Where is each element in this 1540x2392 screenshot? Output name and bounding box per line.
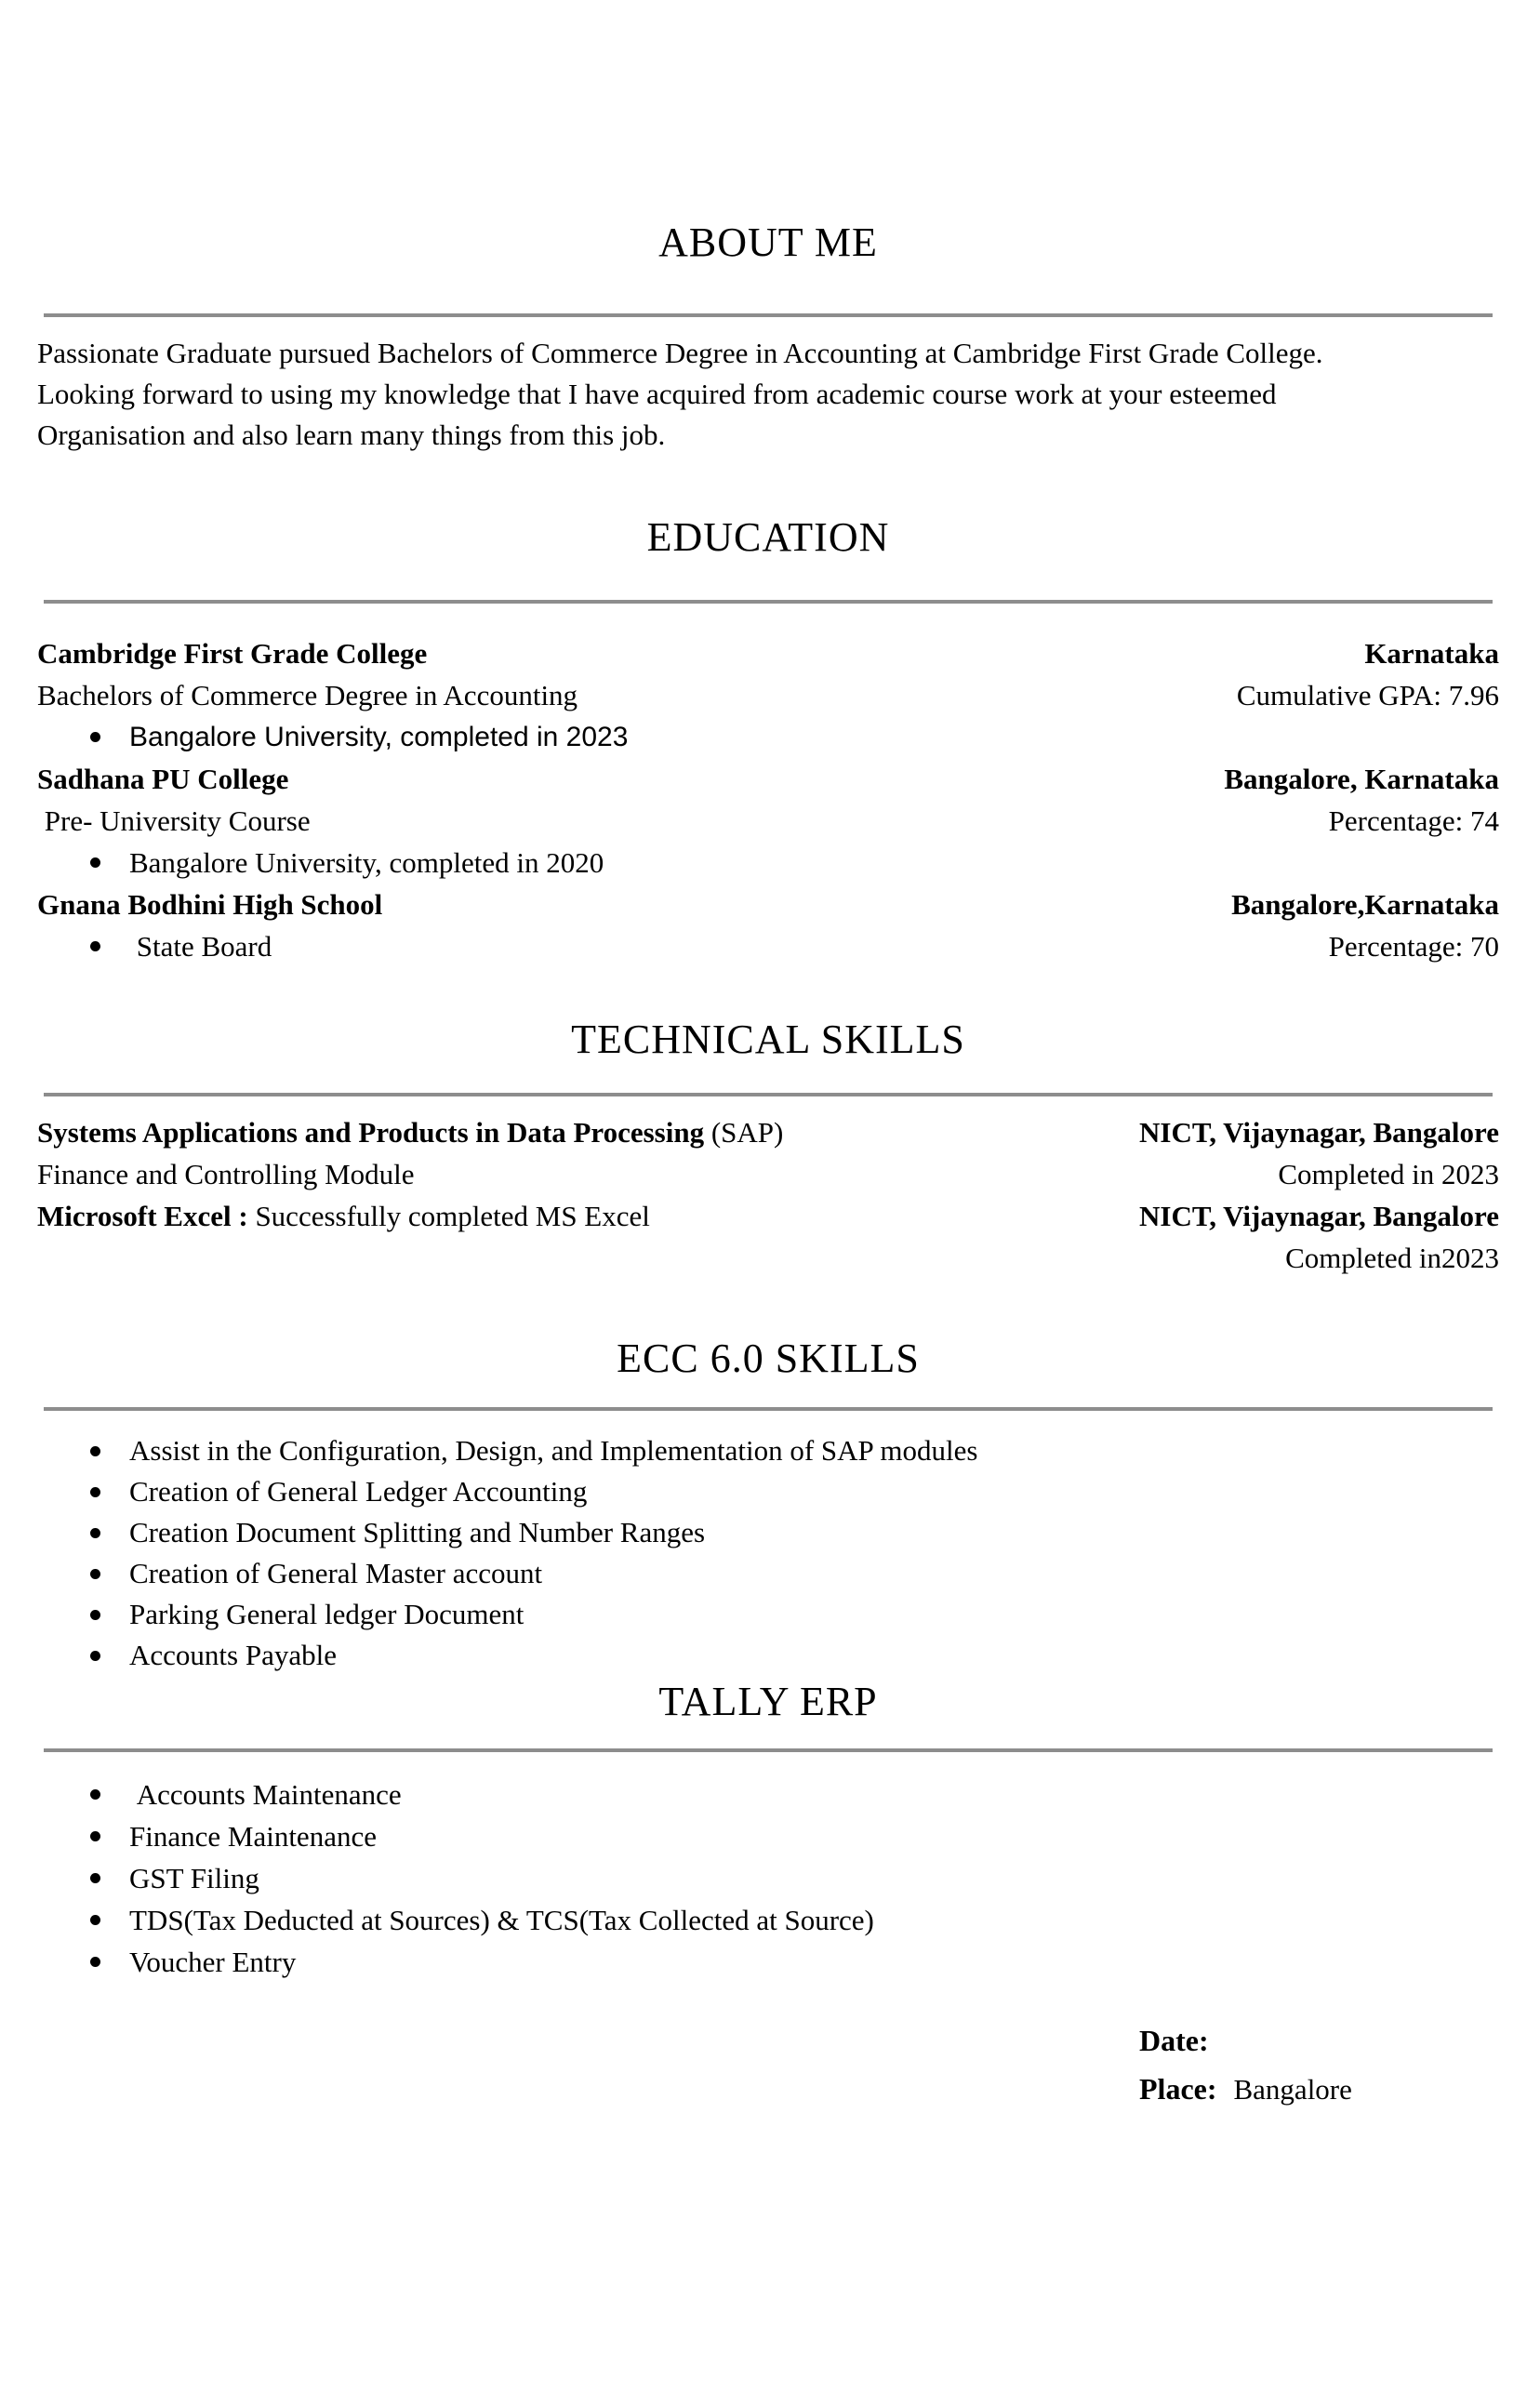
paragraph-line: Looking forward to using my knowledge that I have acquired from academic course work at your esteemed bbox=[37, 378, 1277, 410]
bullet-icon bbox=[90, 857, 100, 868]
list-item bbox=[37, 1471, 1499, 1512]
footer-date-row bbox=[1139, 2016, 1499, 2065]
ecc-section-title: ECC 6.0 SKILLS bbox=[617, 1336, 920, 1381]
skill-name-bold: Systems Applications and Products in Data Processing bbox=[37, 1115, 705, 1149]
technical-row bbox=[37, 1111, 1499, 1153]
footer-place-row bbox=[1139, 2065, 1499, 2114]
bullet-icon bbox=[90, 1446, 100, 1456]
tally-skill-list bbox=[37, 1774, 1499, 1983]
school-location: Karnataka bbox=[1364, 636, 1499, 670]
technical-row bbox=[37, 1153, 1499, 1195]
bullet-text: State Board bbox=[129, 929, 272, 963]
school-name: Sadhana PU College bbox=[37, 762, 289, 795]
skill-item: Assist in the Configuration, Design, and Implementation of SAP modules bbox=[129, 1434, 978, 1467]
list-item bbox=[37, 1635, 1499, 1676]
degree: Bachelors of Commerce Degree in Accounting bbox=[37, 678, 578, 711]
about-paragraph bbox=[37, 333, 1499, 456]
institute: NICT, Vijaynagar, Bangalore bbox=[1139, 1115, 1499, 1149]
list-item bbox=[37, 1941, 1499, 1983]
skill-name-regular: Successfully completed MS Excel bbox=[247, 1199, 650, 1232]
technical-row bbox=[37, 1195, 1499, 1237]
degree: Pre- University Course bbox=[37, 804, 311, 837]
score: Cumulative GPA: 7.96 bbox=[1236, 678, 1499, 711]
section-divider bbox=[44, 1407, 1493, 1411]
resume-page bbox=[0, 217, 1540, 2114]
skill-name-bold: Microsoft Excel : bbox=[37, 1199, 248, 1232]
technical-row bbox=[37, 1237, 1499, 1279]
education-entry-row bbox=[37, 758, 1499, 800]
skill-item: Creation of General Ledger Accounting bbox=[129, 1475, 588, 1508]
school-name: Gnana Bodhini High School bbox=[37, 887, 383, 921]
skill-name bbox=[37, 1116, 783, 1149]
list-item bbox=[37, 1815, 1499, 1857]
education-section-title: EDUCATION bbox=[646, 514, 890, 560]
completion: Completed in2023 bbox=[1285, 1241, 1499, 1274]
skill-item: TDS(Tax Deducted at Sources) & TCS(Tax Collected at Source) bbox=[129, 1903, 874, 1936]
bullet-icon bbox=[90, 1651, 100, 1661]
score: Percentage: 70 bbox=[1328, 929, 1499, 963]
education-entry-row bbox=[37, 800, 1499, 842]
list-item bbox=[37, 1774, 1499, 1815]
skill-detail: Finance and Controlling Module bbox=[37, 1157, 415, 1190]
list-item bbox=[37, 1594, 1499, 1635]
score: Percentage: 74 bbox=[1328, 804, 1499, 837]
completion: Completed in 2023 bbox=[1278, 1157, 1499, 1190]
school-location: Bangalore, Karnataka bbox=[1224, 762, 1499, 795]
tally-section-title: TALLY ERP bbox=[658, 1679, 878, 1724]
education-entry-row bbox=[37, 674, 1499, 716]
place-value: Bangalore bbox=[1233, 2073, 1352, 2106]
education-bullet-row bbox=[37, 842, 1499, 884]
bullet-text: Bangalore University, completed in 2020 bbox=[129, 845, 604, 879]
skill-item: GST Filing bbox=[129, 1861, 259, 1894]
bullet-text: Bangalore University, completed in 2023 bbox=[129, 721, 629, 752]
education-bullet-row bbox=[37, 716, 1499, 758]
skill-item: Parking General ledger Document bbox=[129, 1598, 524, 1630]
skill-item: Accounts Maintenance bbox=[129, 1777, 402, 1811]
place-label: Place: bbox=[1139, 2072, 1217, 2106]
bullet-icon bbox=[90, 1789, 100, 1800]
about-section-title: ABOUT ME bbox=[658, 219, 878, 265]
list-item bbox=[37, 1899, 1499, 1941]
technical-rows bbox=[37, 1111, 1499, 1279]
bullet-icon bbox=[90, 1569, 100, 1579]
footer bbox=[1139, 2016, 1499, 2114]
section-divider bbox=[44, 600, 1493, 604]
skill-item: Finance Maintenance bbox=[129, 1819, 377, 1853]
paragraph-line: Passionate Graduate pursued Bachelors of Commerce Degree in Accounting at Cambridge First Grade College. bbox=[37, 337, 1323, 369]
bullet-icon bbox=[90, 1528, 100, 1538]
section-divider bbox=[44, 1748, 1493, 1752]
bullet-icon bbox=[90, 941, 100, 951]
bullet-icon bbox=[90, 1915, 100, 1925]
skill-name-regular: (SAP) bbox=[704, 1115, 784, 1149]
list-item bbox=[37, 1512, 1499, 1553]
paragraph-line: Organisation and also learn many things from this job. bbox=[37, 419, 666, 451]
section-divider bbox=[44, 313, 1493, 317]
ecc-skill-list bbox=[37, 1430, 1499, 1676]
skill-item: Accounts Payable bbox=[129, 1639, 337, 1671]
school-name: Cambridge First Grade College bbox=[37, 636, 428, 670]
education-entry-row bbox=[37, 884, 1499, 925]
skill-item: Voucher Entry bbox=[129, 1945, 297, 1978]
bullet-icon bbox=[90, 1873, 100, 1883]
list-item bbox=[37, 1553, 1499, 1594]
list-item bbox=[37, 1430, 1499, 1471]
technical-section-title: TECHNICAL SKILLS bbox=[571, 1017, 965, 1062]
school-location: Bangalore,Karnataka bbox=[1231, 887, 1499, 921]
skill-name bbox=[37, 1200, 650, 1233]
list-item bbox=[37, 1857, 1499, 1899]
skill-item: Creation of General Master account bbox=[129, 1557, 543, 1589]
section-divider bbox=[44, 1093, 1493, 1096]
skill-item: Creation Document Splitting and Number Ranges bbox=[129, 1516, 706, 1548]
institute: NICT, Vijaynagar, Bangalore bbox=[1139, 1199, 1499, 1232]
education-entry-row bbox=[37, 925, 1499, 967]
bullet-icon bbox=[90, 1610, 100, 1620]
education-bullet-row bbox=[37, 930, 272, 963]
bullet-icon bbox=[90, 1957, 100, 1967]
education-entries bbox=[37, 632, 1499, 967]
date-label: Date: bbox=[1139, 2024, 1209, 2057]
bullet-icon bbox=[90, 1487, 100, 1497]
bullet-icon bbox=[90, 732, 100, 742]
education-entry-row bbox=[37, 632, 1499, 674]
bullet-icon bbox=[90, 1831, 100, 1841]
